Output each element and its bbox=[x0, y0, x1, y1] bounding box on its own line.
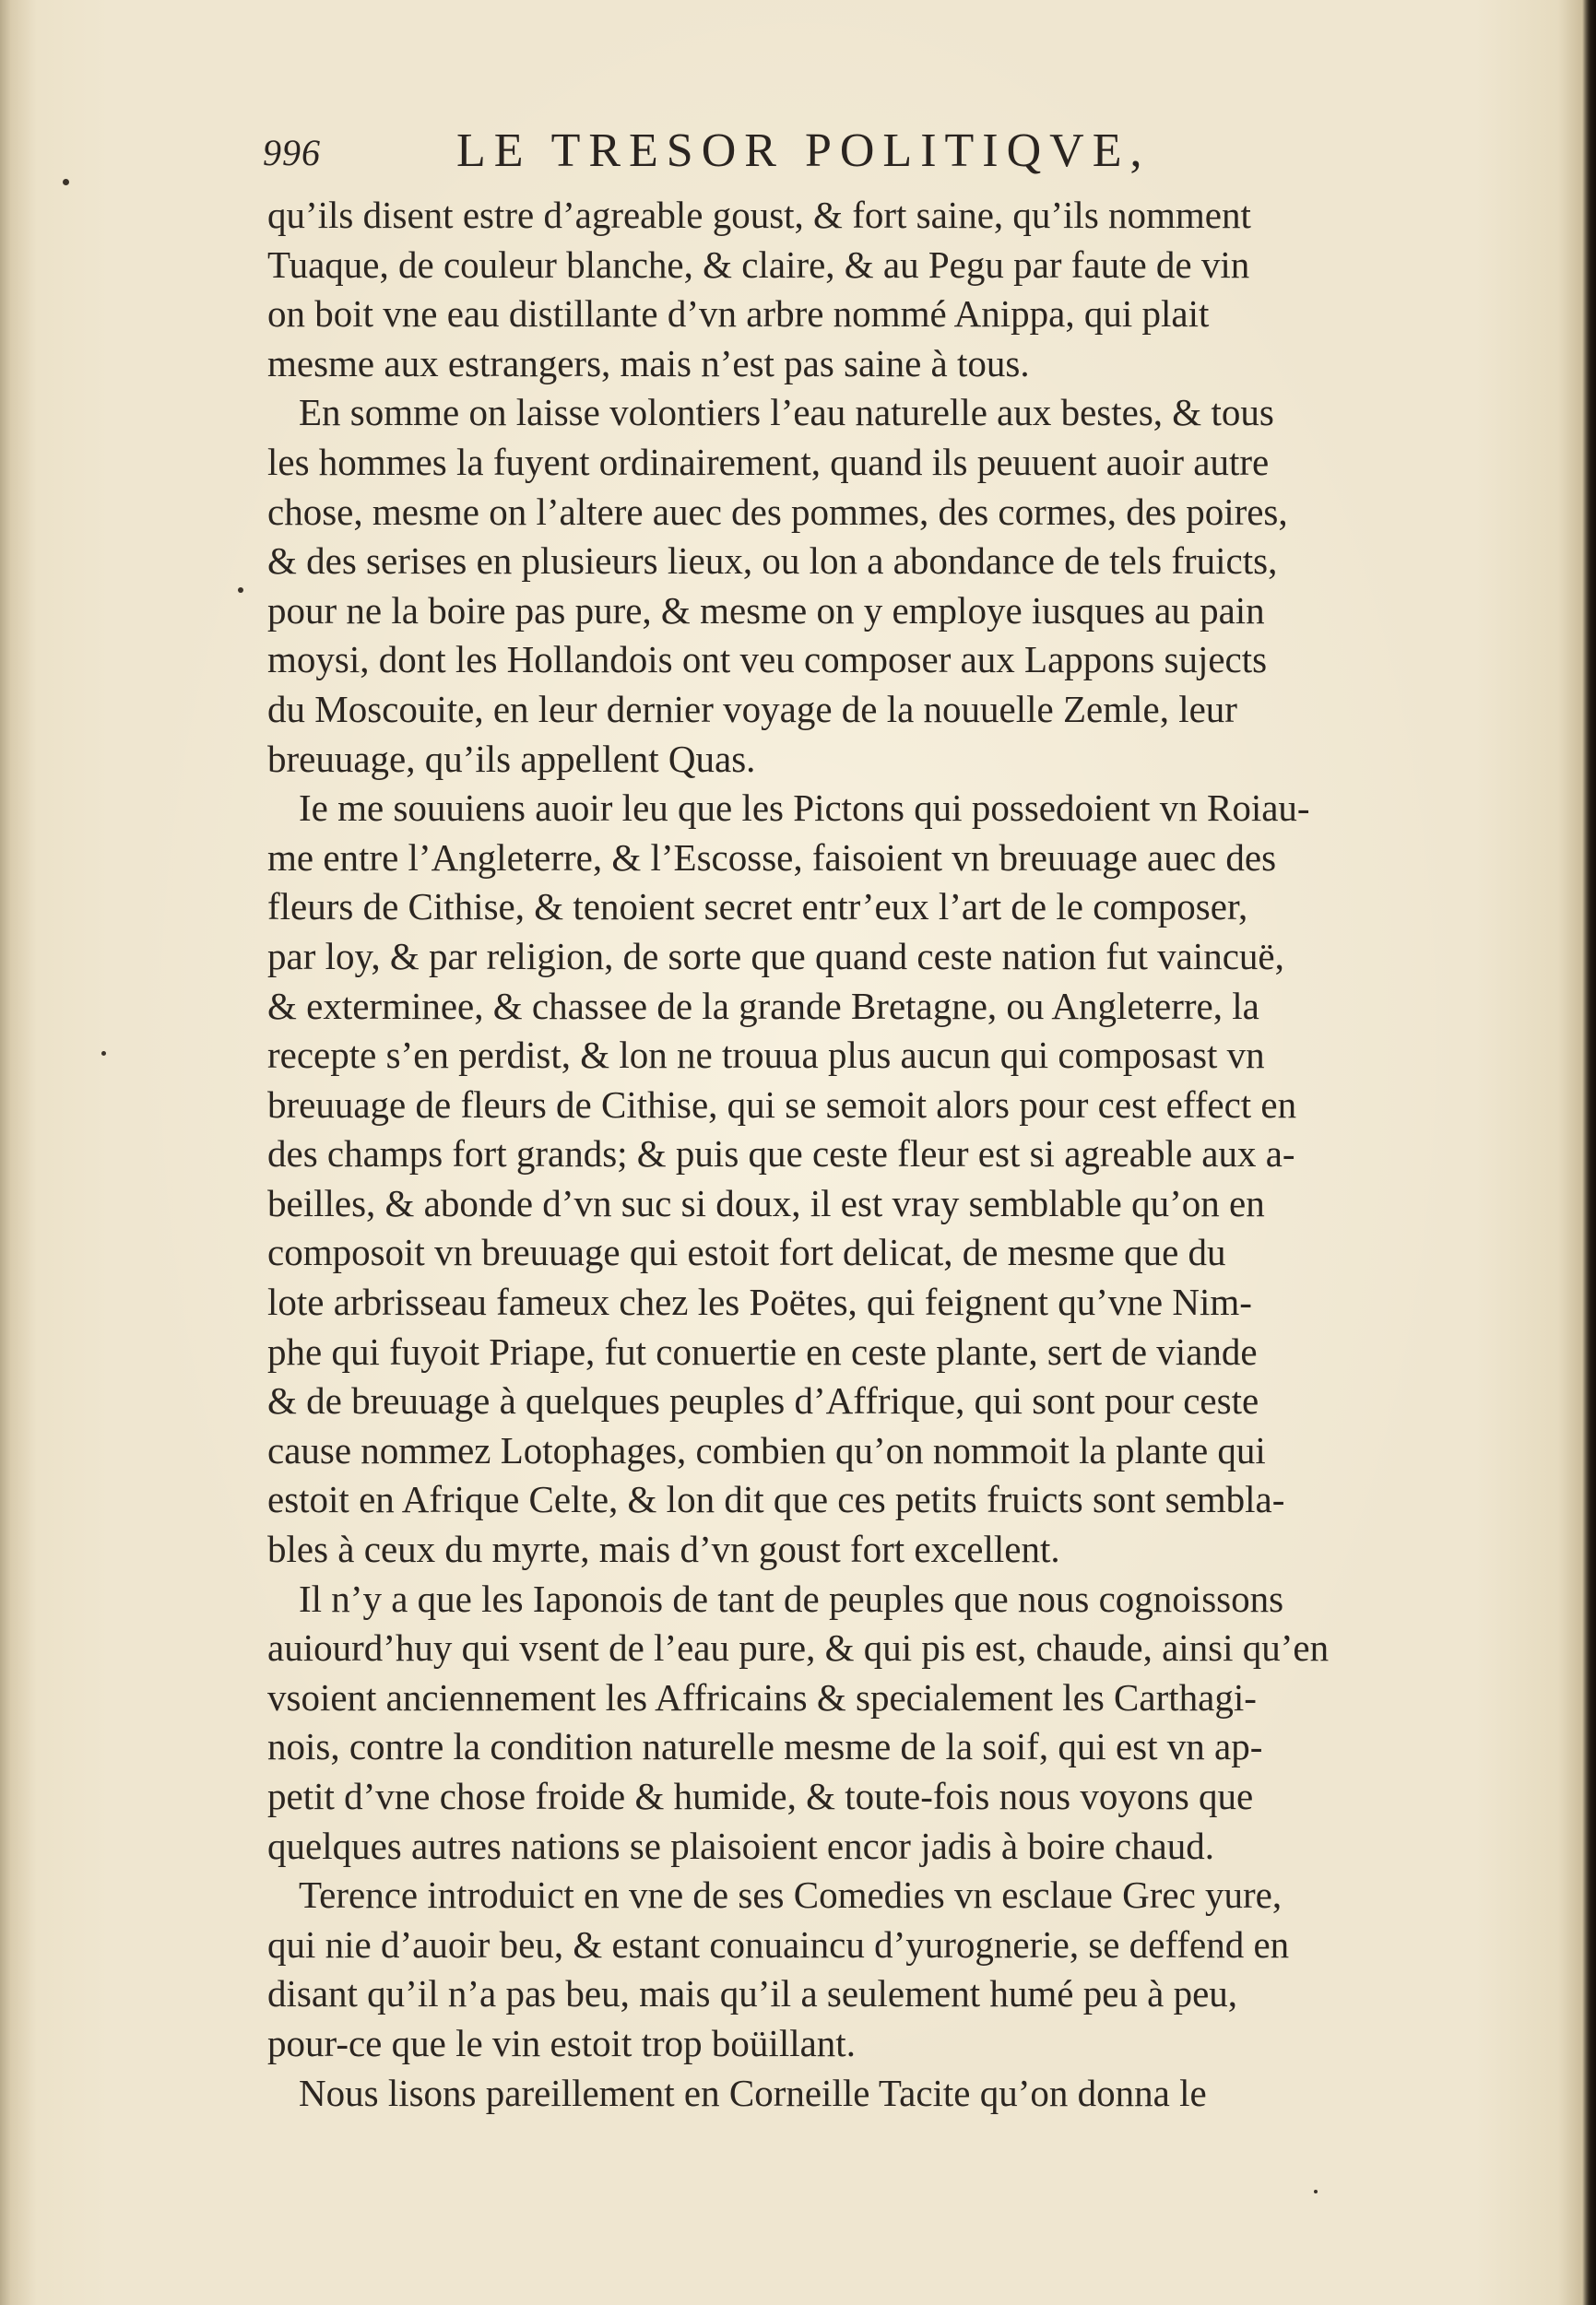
text-line: petit d’vne chose froide & humide, & toute-fois nous voyons que bbox=[267, 1775, 1254, 1817]
text-line: beilles, & abonde d’vn suc si doux, il est vray semblable qu’on en bbox=[267, 1181, 1265, 1224]
text-line: Tuaque, de couleur blanche, & claire, & au Pegu par faute de vin bbox=[267, 242, 1250, 286]
text-line: lote arbrisseau fameux chez les Poëtes, qui feignent qu’vne Nim- bbox=[267, 1281, 1252, 1324]
text-line: & de breuuage à quelques peuples d’Affrique, qui sont pour ceste bbox=[267, 1379, 1259, 1423]
text-line: Terence introduict en vne de ses Comedies vn esclaue Grec yure, bbox=[299, 1874, 1283, 1917]
text-line: Nous lisons pareillement en Corneille Tacite qu’on donna le bbox=[299, 2071, 1207, 2114]
body-text bbox=[267, 191, 1452, 2118]
text-line: phe qui fuyoit Priape, fut conuertie en ceste plante, sert de viande bbox=[267, 1330, 1258, 1373]
text-line: qu’ils disent estre d’agreable goust, & fort saine, qu’ils nomment bbox=[267, 194, 1251, 236]
ink-speck bbox=[238, 587, 243, 593]
running-title: LE TRESOR POLITIQVE, bbox=[456, 124, 1151, 177]
text-line: vsoient anciennement les Affricains & specialement les Carthagi- bbox=[267, 1675, 1257, 1719]
ink-speck bbox=[1314, 2190, 1318, 2193]
text-line: pour-ce que le vin estoit trop boüillant. bbox=[267, 2021, 856, 2064]
text-line: bles à ceux du myrte, mais d’vn goust fort excellent. bbox=[267, 1528, 1060, 1571]
page-number: 996 bbox=[263, 132, 321, 173]
ink-speck bbox=[101, 1051, 106, 1056]
binding-edge bbox=[1583, 0, 1596, 2305]
text-line: & des serises en plusieurs lieux, ou lon a abondance de tels fruicts, bbox=[267, 539, 1278, 583]
text-line: fleurs de Cithise, & tenoient secret entr’eux l’art de le composer, bbox=[267, 885, 1248, 928]
text-line: breuuage, qu’ils appellent Quas. bbox=[267, 737, 756, 780]
text-line: pour ne la boire pas pure, & mesme on y employe iusques au pain bbox=[267, 588, 1265, 632]
text-line: En somme on laisse volontiers l’eau naturelle aux bestes, & tous bbox=[299, 391, 1274, 434]
ink-speck bbox=[63, 179, 69, 185]
text-line: Il n’y a que les Iaponois de tant de peuples que nous cognoissons bbox=[299, 1577, 1284, 1620]
text-line: moysi, dont les Hollandois ont veu composer aux Lappons sujects bbox=[267, 638, 1268, 681]
text-line: nois, contre la condition naturelle mesme de la soif, qui est vn ap- bbox=[267, 1725, 1263, 1768]
text-line: Ie me souuiens auoir leu que les Pictons qui possedoient vn Roiau- bbox=[299, 786, 1310, 830]
text-line: me entre l’Angleterre, & l’Escosse, faisoient vn breuuage auec des bbox=[267, 835, 1277, 879]
text-line: qui nie d’auoir beu, & estant conuaincu d’yurognerie, se deffend en bbox=[267, 1922, 1290, 1966]
page-header bbox=[263, 118, 1517, 183]
text-line: on boit vne eau distillante d’vn arbre nommé Anippa, qui plait bbox=[267, 292, 1210, 336]
text-line: les hommes la fuyent ordinairement, quand ils peuuent auoir autre bbox=[267, 440, 1270, 483]
text-line: chose, mesme on l’altere auec des pommes, des cormes, des poires, bbox=[267, 490, 1288, 533]
text-line: par loy, & par religion, de sorte que quand ceste nation fut vaincuë, bbox=[267, 934, 1284, 977]
text-line: cause nommez Lotophages, combien qu’on nommoit la plante qui bbox=[267, 1428, 1266, 1472]
text-line: & exterminee, & chassee de la grande Bretagne, ou Angleterre, la bbox=[267, 984, 1259, 1027]
text-line: recepte s’en perdist, & lon ne trouua plus aucun qui composast vn bbox=[267, 1034, 1265, 1077]
text-line: breuuage de fleurs de Cithise, qui se semoit alors pour cest effect en bbox=[267, 1082, 1297, 1126]
text-line: du Moscouite, en leur dernier voyage de la nouuelle Zemle, leur bbox=[267, 687, 1237, 730]
text-line: auiourd’huy qui vsent de l’eau pure, & qui pis est, chaude, ainsi qu’en bbox=[267, 1626, 1330, 1670]
text-line: estoit en Afrique Celte, & lon dit que ces petits fruicts sont sembla- bbox=[267, 1478, 1285, 1521]
text-line: des champs fort grands; & puis que ceste fleur est si agreable aux a- bbox=[267, 1132, 1295, 1176]
text-line: quelques autres nations se plaisoient encor jadis à boire chaud. bbox=[267, 1824, 1214, 1867]
text-line: disant qu’il n’a pas beu, mais qu’il a seulement humé peu à peu, bbox=[267, 1972, 1238, 2015]
text-line: mesme aux estrangers, mais n’est pas saine à tous. bbox=[267, 341, 1030, 384]
text-line: composoit vn breuuage qui estoit fort delicat, de mesme que du bbox=[267, 1231, 1226, 1274]
